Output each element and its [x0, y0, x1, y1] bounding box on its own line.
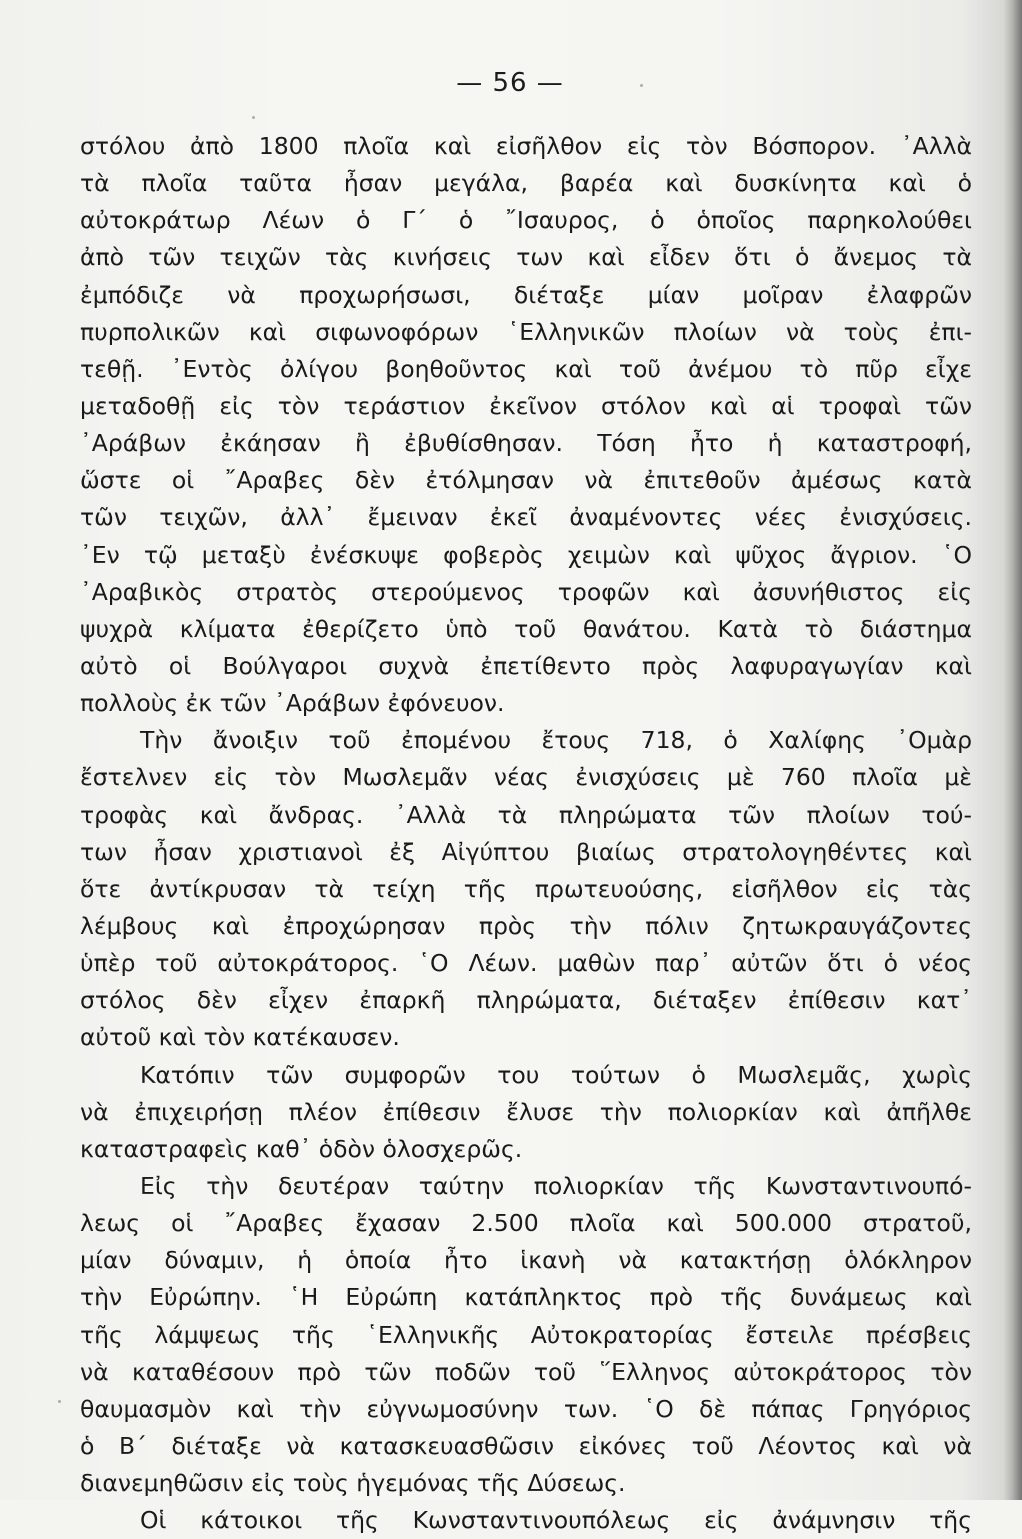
- text-line-38: Οἱ κάτοικοι τῆς Κωνσταντινουπόλεως εἰς ἀνάμνησιν τῆς: [140, 1506, 972, 1535]
- text-line-13: ᾿Αραβικὸς στρατὸς στερούμενος τροφῶν καὶ ἀσυνήθιστος εἰς: [80, 577, 972, 606]
- text-line-7: τεθῇ. ᾿Εντὸς ὀλίγου βοηθοῦντος καὶ τοῦ ἀνέμου τὸ πῦρ εἶχε: [80, 354, 972, 383]
- text-line-34: νὰ καταθέσουν πρὸ τῶν ποδῶν τοῦ ῞Ελληνος αὐτοκράτορος τὸν: [80, 1357, 972, 1386]
- text-line-29: Εἰς τὴν δευτέραν ταύτην πολιορκίαν τῆς Κωνσταντινουπό-: [140, 1171, 972, 1200]
- text-line-5: ἐμπόδιζε νὰ προχωρήσωσι, διέταξε μίαν μοῖραν ἐλαφρῶν: [80, 280, 972, 309]
- text-line-28: καταστραφεὶς καθ᾿ ὁδὸν ὁλοσχερῶς.: [80, 1134, 523, 1163]
- page-number: — 56 —: [456, 68, 564, 98]
- text-line-21: ὅτε ἀντίκρυσαν τὰ τείχη τῆς πρωτευούσης, εἰσῆλθον εἰς τὰς: [80, 874, 972, 903]
- text-line-37: διανεμηθῶσιν εἰς τοὺς ἡγεμόνας τῆς Δύσεως.: [80, 1469, 626, 1498]
- text-line-15: αὐτὸ οἱ Βούλγαροι συχνὰ ἐπετίθεντο πρὸς λαφυραγωγίαν καὶ: [80, 651, 972, 680]
- text-line-35: θαυμασμὸν καὶ τὴν εὐγνωμοσύνην των. ῾Ο δὲ πάπας Γρηγόριος: [80, 1394, 972, 1423]
- text-line-11: τῶν τειχῶν, ἀλλ᾿ ἔμειναν ἐκεῖ ἀναμένοντες νέες ἐνισχύσεις.: [80, 503, 972, 532]
- text-line-17: Τὴν ἄνοιξιν τοῦ ἐπομένου ἔτους 718, ὁ Χαλίφης ᾿Ομὰρ: [140, 726, 972, 755]
- paper-speck: [58, 1400, 61, 1403]
- text-line-12: ᾿Εν τῷ μεταξὺ ἐνέσκυψε φοβερὸς χειμὼν καὶ ψῦχος ἄγριον. ῾Ο: [80, 540, 972, 569]
- text-line-33: τῆς λάμψεως τῆς ῾Ελληνικῆς Αὐτοκρατορίας ἔστειλε πρέσβεις: [80, 1320, 972, 1349]
- text-line-1: στόλου ἀπὸ 1800 πλοῖα καὶ εἰσῆλθον εἰς τὸν Βόσπορον. ᾿Αλλὰ: [80, 132, 972, 160]
- page-edge-shadow: [1004, 0, 1022, 1500]
- paper-speck: [252, 116, 255, 119]
- text-line-9: ᾿Αράβων ἐκάησαν ἢ ἐβυθίσθησαν. Τόση ἦτο ἡ καταστροφή,: [80, 429, 972, 458]
- text-line-23: ὑπὲρ τοῦ αὐτοκράτορος. ῾Ο Λέων. μαθὼν παρ᾿ αὐτῶν ὅτι ὁ νέος: [80, 949, 972, 978]
- text-line-32: τὴν Εὐρώπην. ῾Η Εὐρώπη κατάπληκτος πρὸ τῆς δυνάμεως καὶ: [80, 1283, 972, 1312]
- text-line-6: πυρπολικῶν καὶ σιφωνοφόρων ῾Ελληνικῶν πλοίων νὰ τοὺς ἐπι-: [80, 317, 972, 346]
- text-line-14: ψυχρὰ κλίματα ἐθερίζετο ὑπὸ τοῦ θανάτου. Κατὰ τὸ διάστημα: [80, 614, 972, 643]
- text-line-10: ὥστε οἱ ῎Αραβες δὲν ἐτόλμησαν νὰ ἐπιτεθοῦν ἀμέσως κατὰ: [80, 466, 972, 495]
- text-line-24: στόλος δὲν εἶχεν ἐπαρκῆ πληρώματα, διέταξεν ἐπίθεσιν κατ᾿: [80, 986, 972, 1015]
- text-line-4: ἀπὸ τῶν τειχῶν τὰς κινήσεις των καὶ εἶδεν ὅτι ὁ ἄνεμος τὰ: [80, 243, 972, 272]
- text-line-27: νὰ ἐπιχειρήσῃ πλέον ἐπίθεσιν ἔλυσε τὴν πολιορκίαν καὶ ἀπῆλθε: [80, 1097, 972, 1126]
- text-line-20: των ἦσαν χριστιανοὶ ἐξ Αἰγύπτου βιαίως στρατολογηθέντες καὶ: [80, 837, 972, 866]
- text-line-16: πολλοὺς ἐκ τῶν ᾿Αράβων ἐφόνευον.: [80, 689, 505, 718]
- text-line-30: λεως οἱ ῎Αραβες ἔχασαν 2.500 πλοῖα καὶ 500.000 στρατοῦ,: [80, 1209, 972, 1238]
- text-line-3: αὐτοκράτωρ Λέων ὁ Γ΄ ὁ ῎Ισαυρος, ὁ ὁποῖος παρηκολούθει: [80, 206, 972, 235]
- text-line-2: τὰ πλοῖα ταῦτα ἦσαν μεγάλα, βαρέα καὶ δυσκίνητα καὶ ὁ: [80, 169, 972, 198]
- text-line-19: τροφὰς καὶ ἄνδρας. ᾿Αλλὰ τὰ πληρώματα τῶν πλοίων τού-: [80, 800, 972, 829]
- text-line-25: αὐτοῦ καὶ τὸν κατέκαυσεν.: [80, 1023, 400, 1052]
- body-text: [80, 128, 972, 1539]
- paper-speck: [640, 84, 643, 87]
- text-line-18: ἔστελνεν εἰς τὸν Μωσλεμᾶν νέας ἐνισχύσεις μὲ 760 πλοῖα μὲ: [80, 763, 972, 792]
- text-line-22: λέμβους καὶ ἐπροχώρησαν πρὸς τὴν πόλιν ζητωκραυγάζοντες: [80, 911, 972, 940]
- text-line-31: μίαν δύναμιν, ἡ ὁποία ἦτο ἱκανὴ νὰ κατακτήσῃ ὁλόκληρον: [80, 1246, 972, 1275]
- text-line-8: μεταδοθῇ εἰς τὸν τεράστιον ἐκεῖνον στόλον καὶ αἱ τροφαὶ τῶν: [80, 391, 972, 420]
- text-line-26: Κατόπιν τῶν συμφορῶν του τούτων ὁ Μωσλεμᾶς, χωρὶς: [140, 1060, 972, 1089]
- text-line-36: ὁ Β΄ διέταξε νὰ κατασκευασθῶσιν εἰκόνες τοῦ Λέοντος καὶ νὰ: [80, 1431, 972, 1460]
